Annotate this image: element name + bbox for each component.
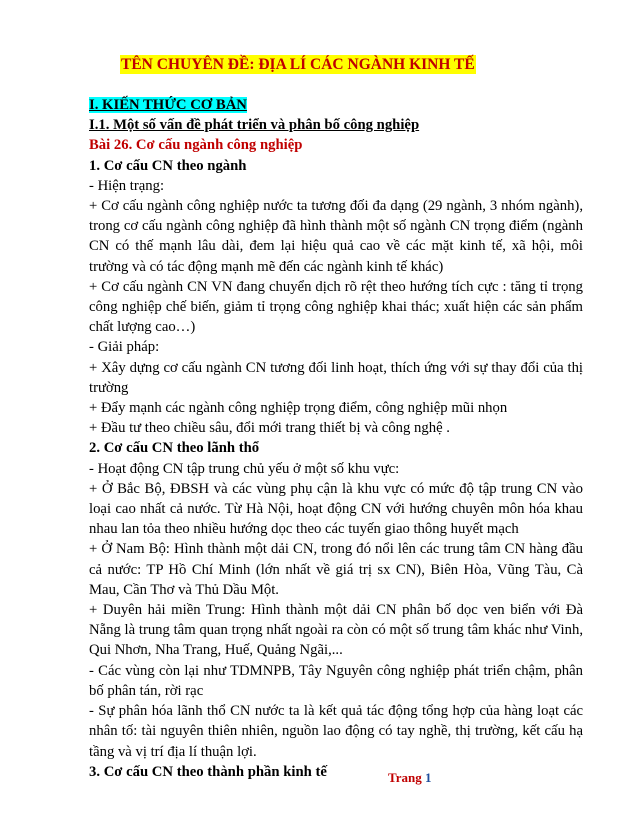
paragraph: + Ở Bắc Bộ, ĐBSH và các vùng phụ cận là khu vực có mức độ tập trung CN vào loại cao nhất cả nước. Từ Hà Nội, hoạt động CN với hướng chuyên môn hóa khau nhau lan tỏa theo nhiều hướng dọc theo các tuyến giao thông huyết mạch <box>89 480 583 538</box>
section-heading: I. KIẾN THỨC CƠ BẢN <box>89 97 247 113</box>
paragraph: + Duyên hải miền Trung: Hình thành một dải CN phân bố dọc ven biển với Đà Nẵng là trung tâm quan trọng nhất ngoài ra còn có một số trung tâm khác như Vinh, Qui Nhơn, Nha Trang, Huế, Quảng Ngãi,... <box>89 602 583 659</box>
paragraph: + Đầu tư theo chiều sâu, đổi mới trang thiết bị và công nghệ . <box>89 420 450 437</box>
page-footer <box>388 770 431 786</box>
paragraph: - Các vùng còn lại như TDMNPB, Tây Nguyên công nghiệp phát triển chậm, phân bố phân tán, rời rạc <box>89 662 583 699</box>
document-title: TÊN CHUYÊN ĐỀ: ĐỊA LÍ CÁC NGÀNH KINH TẾ <box>121 56 475 73</box>
document-body <box>89 95 583 782</box>
paragraph: + Xây dựng cơ cấu ngành CN tương đối linh hoạt, thích ứng với sự thay đổi của thị trường <box>89 359 583 396</box>
paragraph: + Cơ cấu ngành công nghiệp nước ta tương đối đa dạng (29 ngành, 3 nhóm ngành), trong cơ cấu ngành công nghiệp đã hình thành một số ngành CN trọng điểm (ngành CN có thế mạnh lâu dài, đem lại hiệu quả cao về các mặt kinh tế, xã hội, môi trường và có tác động mạnh mẽ đến các ngành kinh tế khác) <box>89 198 583 275</box>
page-label: Trang <box>388 770 422 785</box>
subsection-heading: I.1. Một số vấn đề phát triển và phân bố công nghiệp <box>89 117 420 134</box>
paragraph: - Hoạt động CN tập trung chủ yếu ở một số khu vực: <box>89 460 400 477</box>
heading-territory-structure: 2. Cơ cấu CN theo lãnh thổ <box>89 440 260 457</box>
heading-economic-sector-structure: 3. Cơ cấu CN theo thành phần kinh tế <box>89 763 327 780</box>
paragraph: - Sự phân hóa lãnh thổ CN nước ta là kết quả tác động tổng hợp của hàng loạt các nhân tố: tài nguyên thiên nhiên, nguồn lao động có tay nghề, thị trường, kết cấu hạ tầng và vị trí địa lí thuận lợi. <box>89 703 583 760</box>
paragraph: + Đẩy mạnh các ngành công nghiệp trọng điểm, công nghiệp mũi nhọn <box>89 400 508 417</box>
page-number: 1 <box>424 770 432 785</box>
paragraph: - Hiện trạng: <box>89 177 165 194</box>
paragraph: + Ở Nam Bộ: Hình thành một dải CN, trong đó nổi lên các trung tâm CN hàng đầu cả nước: TP Hồ Chí Minh (lớn nhất về giá trị sx CN), Biên Hòa, Vũng Tàu, Cà Mau, Cần Thơ và Thủ Dầu Một. <box>89 541 583 598</box>
lesson-heading: Bài 26. Cơ cấu ngành công nghiệp <box>89 137 303 154</box>
heading-industry-structure: 1. Cơ cấu CN theo ngành <box>89 157 247 174</box>
paragraph: - Giải pháp: <box>89 339 160 356</box>
paragraph: + Cơ cấu ngành CN VN đang chuyển dịch rõ rệt theo hướng tích cực : tăng tỉ trọng công nghiệp chế biến, giảm tỉ trọng công nghiệp khai thác; xuất hiện các sản phẩm chất lượng cao…) <box>89 278 583 336</box>
